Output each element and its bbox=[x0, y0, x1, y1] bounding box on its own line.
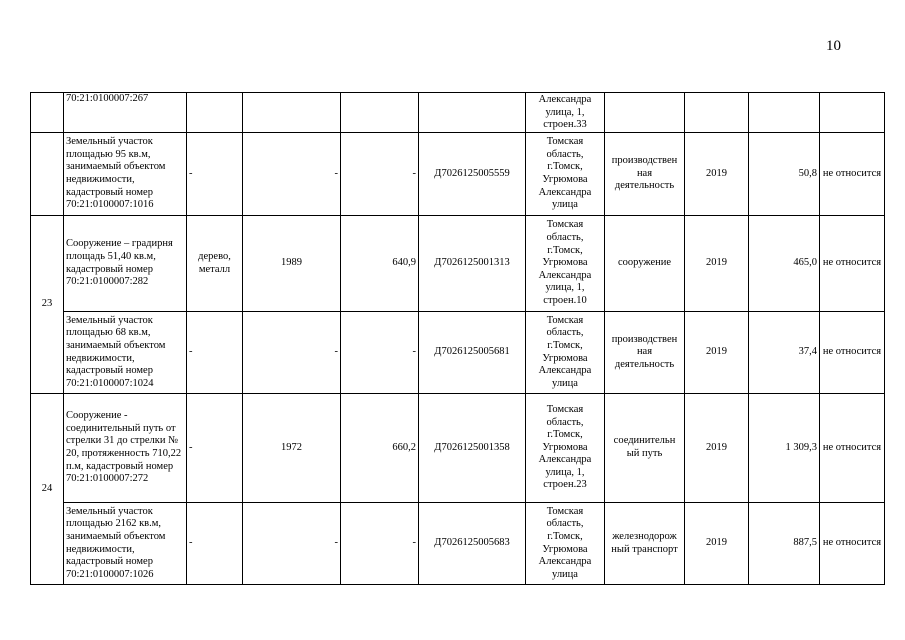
row-number-cell bbox=[31, 93, 64, 133]
material-cell: - bbox=[187, 312, 243, 394]
object-name-cell: 70:21:0100007:267 bbox=[64, 93, 187, 133]
value-cell: 37,4 bbox=[749, 312, 820, 394]
object-name-cell: Земельный участок площадью 2162 кв.м, занимаемый объектом недвижимости, кадастровый номер 70:21:0100007:1026 bbox=[64, 503, 187, 585]
purpose-cell: железнодорож ный транспорт bbox=[605, 503, 685, 585]
value-cell bbox=[749, 93, 820, 133]
table-row bbox=[31, 312, 885, 394]
year-built-cell bbox=[243, 93, 341, 133]
year-cell: 2019 bbox=[685, 394, 749, 503]
cadastral-id-cell: Д7026125001313 bbox=[419, 216, 526, 312]
year-cell: 2019 bbox=[685, 312, 749, 394]
address-cell: Томская область, г.Томск, Угрюмова Александра улица bbox=[526, 312, 605, 394]
area-cell: 660,2 bbox=[341, 394, 419, 503]
object-name-cell: Земельный участок площадью 68 кв.м, занимаемый объектом недвижимости, кадастровый номер 70:21:0100007:1024 bbox=[64, 312, 187, 394]
year-built-cell: 1989 bbox=[243, 216, 341, 312]
material-cell: - bbox=[187, 133, 243, 216]
cadastral-id-cell bbox=[419, 93, 526, 133]
property-table bbox=[30, 92, 885, 585]
year-cell bbox=[685, 93, 749, 133]
relation-cell: не относится bbox=[820, 312, 885, 394]
year-cell: 2019 bbox=[685, 133, 749, 216]
purpose-cell: сооружение bbox=[605, 216, 685, 312]
purpose-cell: производствен ная деятельность bbox=[605, 133, 685, 216]
year-cell: 2019 bbox=[685, 503, 749, 585]
value-cell: 50,8 bbox=[749, 133, 820, 216]
address-cell: Томская область, г.Томск, Угрюмова Александра улица, 1, строен.23 bbox=[526, 394, 605, 503]
area-cell: - bbox=[341, 312, 419, 394]
relation-cell: не относится bbox=[820, 216, 885, 312]
table-row bbox=[31, 93, 885, 133]
purpose-cell: соединительн ый путь bbox=[605, 394, 685, 503]
material-cell: дерево, металл bbox=[187, 216, 243, 312]
table-row bbox=[31, 133, 885, 216]
material-cell: - bbox=[187, 394, 243, 503]
table-row bbox=[31, 503, 885, 585]
object-name-cell: Сооружение – градирня площадь 51,40 кв.м, кадастровый номер 70:21:0100007:282 bbox=[64, 216, 187, 312]
object-name-cell: Сооружение - соединительный путь от стрелки 31 до стрелки № 20, протяженность 710,22 п.м, кадастровый номер 70:21:0100007:272 bbox=[64, 394, 187, 503]
cadastral-id-cell: Д7026125001358 bbox=[419, 394, 526, 503]
relation-cell: не относится bbox=[820, 133, 885, 216]
material-cell: - bbox=[187, 503, 243, 585]
year-built-cell: - bbox=[243, 312, 341, 394]
row-number-cell bbox=[31, 133, 64, 216]
object-name-cell: Земельный участок площадью 95 кв.м, занимаемый объектом недвижимости, кадастровый номер 70:21:0100007:1016 bbox=[64, 133, 187, 216]
relation-cell: не относится bbox=[820, 503, 885, 585]
table-row bbox=[31, 216, 885, 312]
area-cell: 640,9 bbox=[341, 216, 419, 312]
material-cell bbox=[187, 93, 243, 133]
purpose-cell bbox=[605, 93, 685, 133]
value-cell: 1 309,3 bbox=[749, 394, 820, 503]
address-cell: Томская область, г.Томск, Угрюмова Александра улица bbox=[526, 133, 605, 216]
year-built-cell: 1972 bbox=[243, 394, 341, 503]
cadastral-id-cell: Д7026125005681 bbox=[419, 312, 526, 394]
row-number-cell: 23 bbox=[31, 216, 64, 394]
row-number-cell: 24 bbox=[31, 394, 64, 585]
page-number: 10 bbox=[826, 38, 841, 54]
value-cell: 465,0 bbox=[749, 216, 820, 312]
address-cell: Томская область, г.Томск, Угрюмова Александра улица bbox=[526, 503, 605, 585]
area-cell bbox=[341, 93, 419, 133]
area-cell: - bbox=[341, 503, 419, 585]
cadastral-id-cell: Д7026125005683 bbox=[419, 503, 526, 585]
area-cell: - bbox=[341, 133, 419, 216]
value-cell: 887,5 bbox=[749, 503, 820, 585]
year-cell: 2019 bbox=[685, 216, 749, 312]
cadastral-id-cell: Д7026125005559 bbox=[419, 133, 526, 216]
purpose-cell: производствен ная деятельность bbox=[605, 312, 685, 394]
address-cell: Томская область, г.Томск, Угрюмова Александра улица, 1, строен.10 bbox=[526, 216, 605, 312]
year-built-cell: - bbox=[243, 133, 341, 216]
relation-cell bbox=[820, 93, 885, 133]
table-row bbox=[31, 394, 885, 503]
year-built-cell: - bbox=[243, 503, 341, 585]
relation-cell: не относится bbox=[820, 394, 885, 503]
address-cell: Александра улица, 1, строен.33 bbox=[526, 93, 605, 133]
